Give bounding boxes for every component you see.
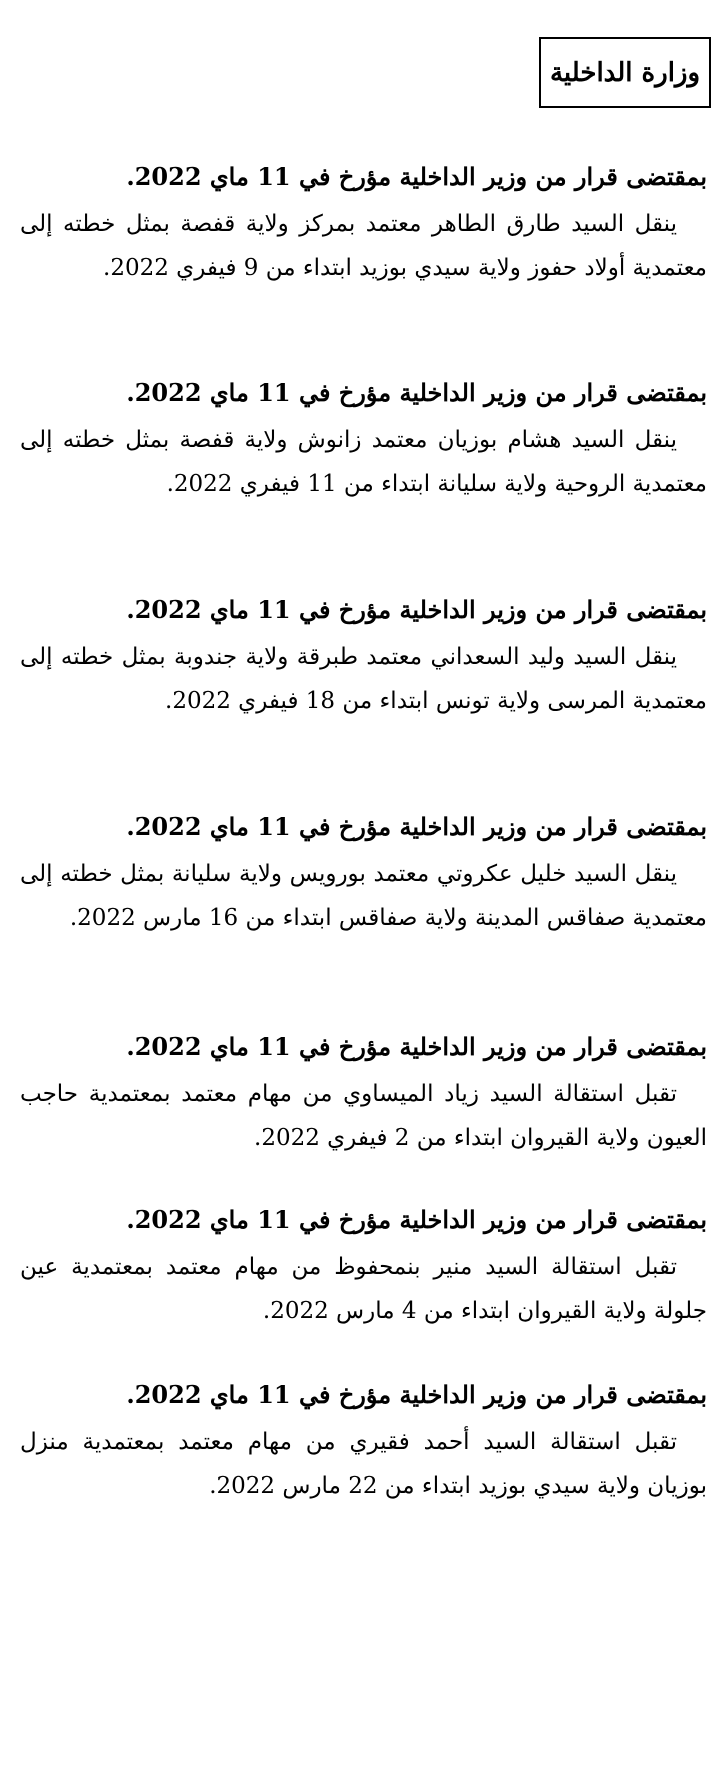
- decree-title: بمقتضى قرار من وزير الداخلية مؤرخ في 11 ماي 2022.: [126, 1205, 707, 1234]
- ministry-header: وزارة الداخلية: [539, 37, 711, 108]
- decree-title: بمقتضى قرار من وزير الداخلية مؤرخ في 11 ماي 2022.: [126, 378, 707, 407]
- decree-body: ينقل السيد خليل عكروتي معتمد بورويس ولاية سليانة بمثل خطته إلى معتمدية صفاقس المدينة ولاية صفاقس ابتداء من 16 مارس 2022.: [20, 861, 707, 931]
- decree-6: [20, 1203, 707, 1333]
- decree-title: بمقتضى قرار من وزير الداخلية مؤرخ في 11 ماي 2022.: [126, 812, 707, 841]
- decree-4: [20, 810, 707, 940]
- decree-3: [20, 593, 707, 723]
- decree-body: ينقل السيد هشام بوزيان معتمد زانوش ولاية قفصة بمثل خطته إلى معتمدية الروحية ولاية سليانة ابتداء من 11 فيفري 2022.: [20, 427, 707, 497]
- decree-title: بمقتضى قرار من وزير الداخلية مؤرخ في 11 ماي 2022.: [126, 1380, 707, 1409]
- decree-title: بمقتضى قرار من وزير الداخلية مؤرخ في 11 ماي 2022.: [126, 162, 707, 191]
- decree-title: بمقتضى قرار من وزير الداخلية مؤرخ في 11 ماي 2022.: [126, 595, 707, 624]
- decree-body: ينقل السيد وليد السعداني معتمد طبرقة ولاية جندوبة بمثل خطته إلى معتمدية المرسى ولاية تونس ابتداء من 18 فيفري 2022.: [20, 644, 707, 714]
- decree-body: ينقل السيد طارق الطاهر معتمد بمركز ولاية قفصة بمثل خطته إلى معتمدية أولاد حفوز ولاية سيدي بوزيد ابتداء من 9 فيفري 2022.: [20, 211, 707, 281]
- decree-body: تقبل استقالة السيد زياد الميساوي من مهام معتمد بمعتمدية حاجب العيون ولاية القيروان ابتداء من 2 فيفري 2022.: [20, 1081, 707, 1151]
- decree-7: [20, 1378, 707, 1508]
- decree-body: تقبل استقالة السيد منير بنمحفوظ من مهام معتمد بمعتمدية عين جلولة ولاية القيروان ابتداء من 4 مارس 2022.: [20, 1254, 707, 1324]
- decree-body: تقبل استقالة السيد أحمد فقيري من مهام معتمد بمعتمدية منزل بوزيان ولاية سيدي بوزيد ابتداء من 22 مارس 2022.: [20, 1429, 707, 1499]
- decree-title: بمقتضى قرار من وزير الداخلية مؤرخ في 11 ماي 2022.: [126, 1032, 707, 1061]
- decree-1: [20, 160, 707, 290]
- decree-2: [20, 376, 707, 506]
- decree-5: [20, 1030, 707, 1160]
